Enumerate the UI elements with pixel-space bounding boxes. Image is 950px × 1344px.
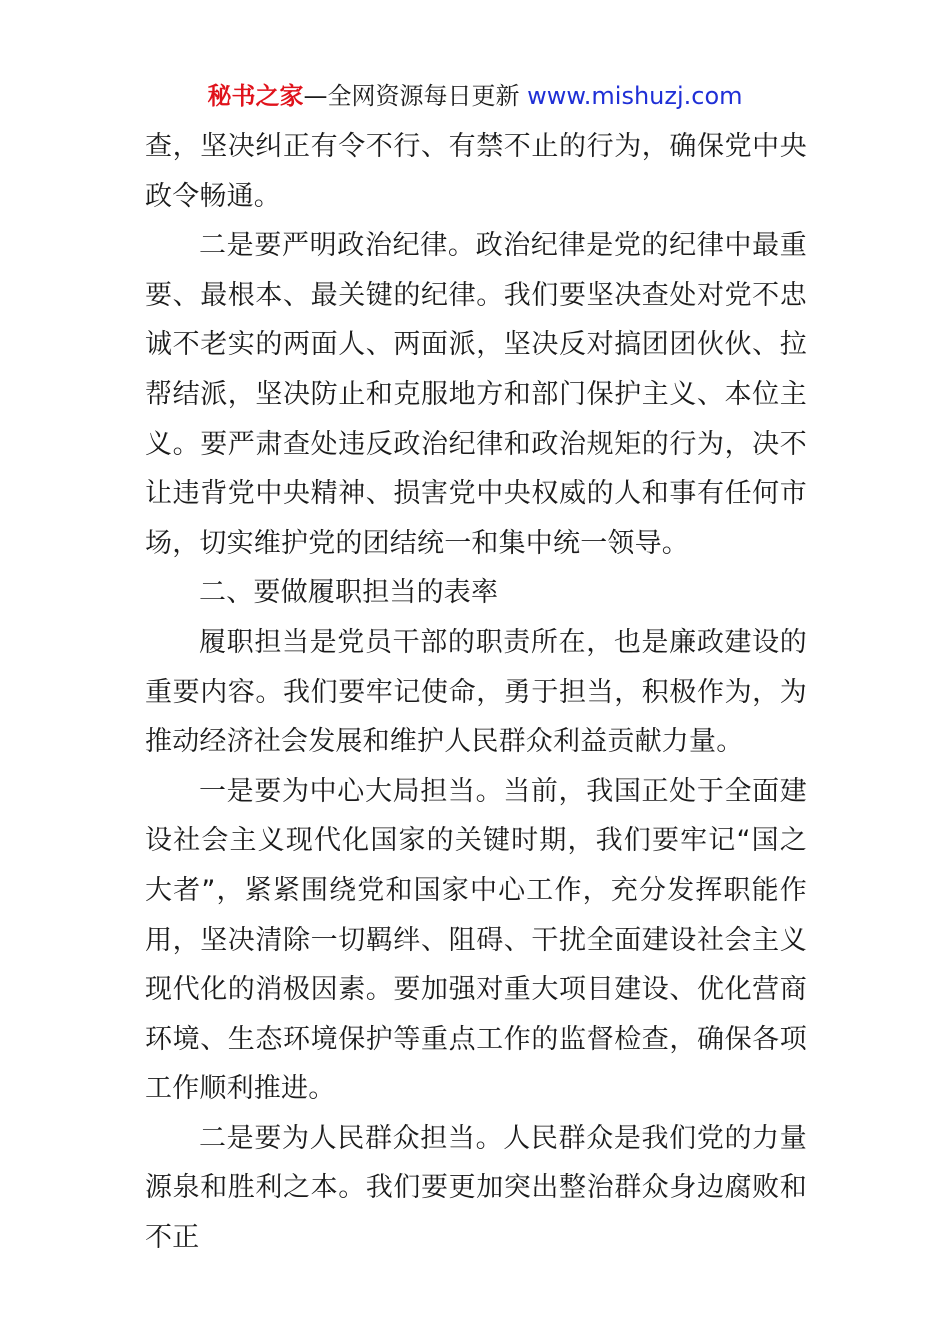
paragraph-continued: 查，坚决纠正有令不行、有禁不止的行为，确保党中央政令畅通。 (145, 131, 807, 212)
paragraph-central-task: 一是要为中心大局担当。当前，我国正处于全面建设社会主义现代化国家的关键时期，我们要牢记“国之大者”，紧紧围绕党和国家中心工作，充分发挥职能作用，坚决清除一切羁绊、阻碍、干扰全面建设社会主义现代化的消极因素。要加强对重大项目建设、优化营商环境、生态环境保护等重点工作的监督检查，确保各项工作顺利推进。 (145, 775, 807, 1105)
site-brand: 秘书之家 (207, 82, 304, 110)
document-body (145, 122, 807, 1263)
site-tagline: —全网资源每日更新 (303, 82, 528, 110)
site-url[interactable]: www.mishuzj.com (527, 82, 743, 110)
paragraph-duty-intro: 履职担当是党员干部的职责所在，也是廉政建设的重要内容。我们要牢记使命，勇于担当，积极作为，为推动经济社会发展和维护人民群众利益贡献力量。 (145, 626, 807, 758)
section-heading: 二、要做履职担当的表率 (199, 577, 499, 609)
paragraph-political-discipline: 二是要严明政治纪律。政治纪律是党的纪律中最重要、最根本、最关键的纪律。我们要坚决查处对党不忠诚不老实的两面人、两面派，坚决反对搞团团伙伙、拉帮结派，坚决防止和克服地方和部门保护主义、本位主义。要严肃查处违反政治纪律和政治规矩的行为，决不让违背党中央精神、损害党中央权威的人和事有任何市场，切实维护党的团结统一和集中统一领导。 (145, 230, 807, 559)
paragraph-people: 二是要为人民群众担当。人民群众是我们党的力量源泉和胜利之本。我们要更加突出整治群众身边腐败和不正 (145, 1122, 807, 1254)
site-header (0, 80, 950, 112)
